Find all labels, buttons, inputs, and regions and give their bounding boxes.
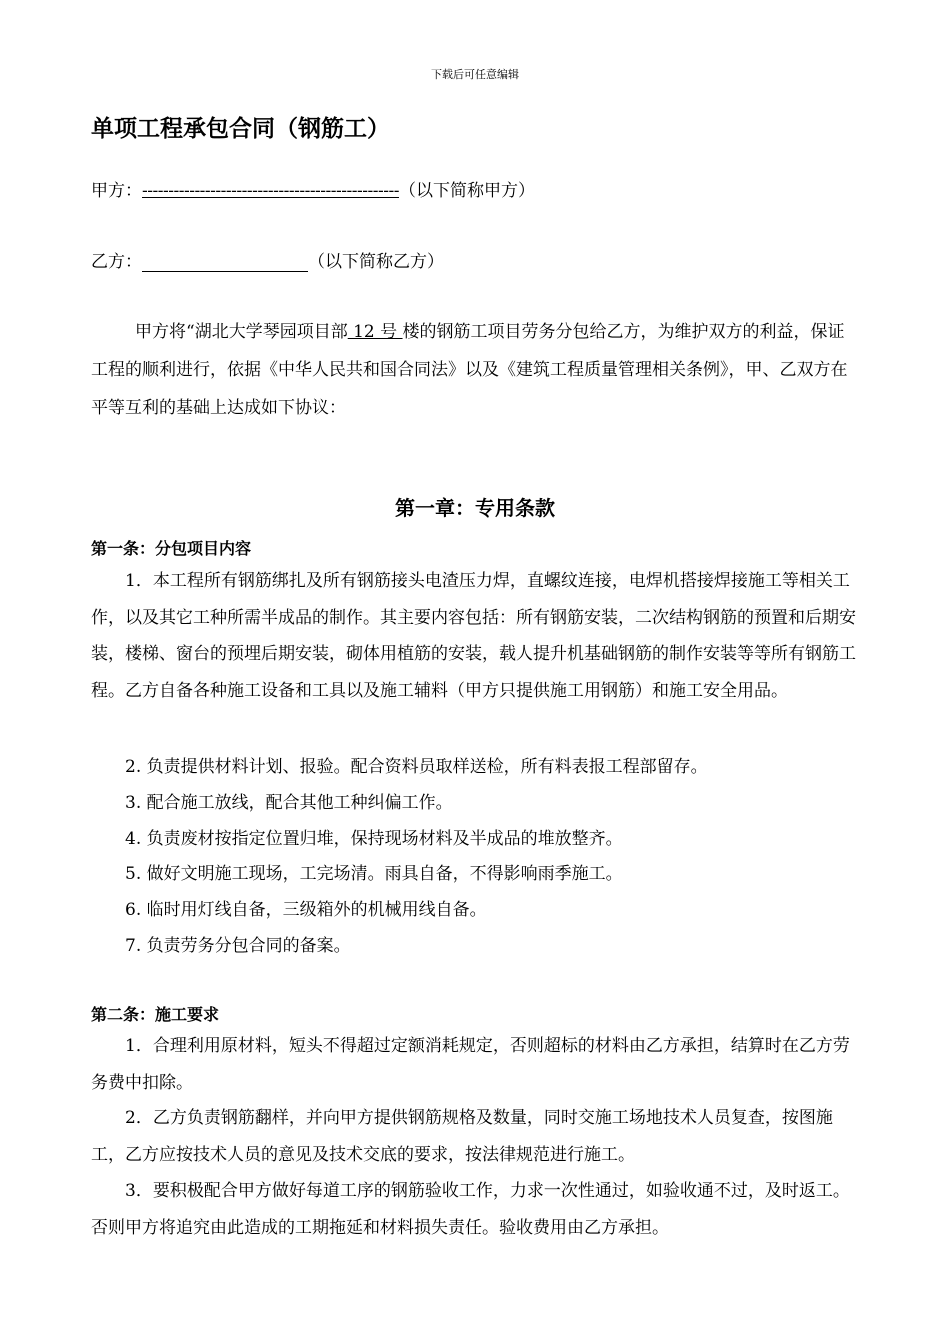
article-1-item-6: 6. 临时用灯线自备，三级箱外的机械用线自备。 — [125, 900, 487, 920]
article-1-paragraph-1: 1．本工程所有钢筋绑扎及所有钢筋接头电渣压力焊，直螺纹连接，电焊机搭接焊接施工等相关工作，以及其它工种所需半成品的制作。其主要内容包括：所有钢筋安装，二次结构钢筋的预置和后期安装，楼梯、窗台的预埋后期安装，砌体用植筋的安装，载人提升机基础钢筋的制作安装等等所有钢筋工程。乙方自备各种施工设备和工具以及施工辅料（甲方只提供施工用钢筋）和施工安全用品。 — [91, 571, 856, 701]
article-2-paragraph-2: 2．乙方负责钢筋翻样，并向甲方提供钢筋规格及数量，同时交施工场地技术人员复查，按图施工，乙方应按技术人员的意见及技术交底的要求，按法律规范进行施工。 — [91, 1108, 833, 1165]
article-1-title: 第一条：分包项目内容 — [91, 539, 252, 558]
party-a-suffix: （以下简称甲方） — [398, 181, 535, 201]
party-b-suffix: （以下简称乙方） — [308, 252, 444, 272]
article-1-item-7: 7. 负责劳务分包合同的备案。 — [125, 936, 351, 956]
chapter-heading: 第一章：专用条款 — [395, 496, 555, 520]
party-a-line — [91, 176, 535, 201]
party-a-label: 甲方： — [91, 181, 142, 201]
article-1-item-2: 2. 负责提供材料计划、报验。配合资料员取样送检，所有料表报工程部留存。 — [125, 757, 708, 777]
party-b-label: 乙方： — [91, 252, 142, 272]
article-1-item-4: 4. 负责废材按指定位置归堆，保持现场材料及半成品的堆放整齐。 — [125, 829, 623, 849]
intro-before: 甲方将“湖北大学琴园项目部 — [135, 322, 348, 342]
article-1-item-3: 3. 配合施工放线，配合其他工种纠偏工作。 — [125, 793, 453, 813]
party-a-blank: ------------------------------------------------- — [142, 181, 399, 201]
article-2-title: 第二条：施工要求 — [91, 1005, 220, 1024]
intro-after: 楼的钢筋工项目劳务分包给乙方，为维护双方的利益，保证工程的顺利进行，依据《中华人民共和国合同法》以及《建筑工程质量管理相关条例》，甲、乙双方在平等互利的基础上达成如下协议： — [91, 322, 848, 418]
intro-building: 12 号 — [347, 322, 403, 342]
article-2-paragraph-3: 3．要积极配合甲方做好每道工序的钢筋验收工作，力求一次性通过，如验收通不过，及时返工。否则甲方将追究由此造成的工期拖延和材料损失责任。验收费用由乙方承担。 — [91, 1181, 850, 1238]
party-b-line — [91, 247, 444, 272]
article-1-item-5: 5. 做好文明施工现场，工完场清。雨具自备，不得影响雨季施工。 — [125, 864, 623, 884]
header-note: 下载后可任意编辑 — [431, 68, 519, 81]
intro-paragraph — [91, 313, 861, 427]
contract-title: 单项工程承包合同（钢筋工） — [91, 116, 390, 142]
article-2-paragraph-1: 1．合理利用原材料，短头不得超过定额消耗规定，否则超标的材料由乙方承担，结算时在乙方劳务费中扣除。 — [91, 1036, 850, 1093]
party-b-blank — [142, 251, 308, 272]
